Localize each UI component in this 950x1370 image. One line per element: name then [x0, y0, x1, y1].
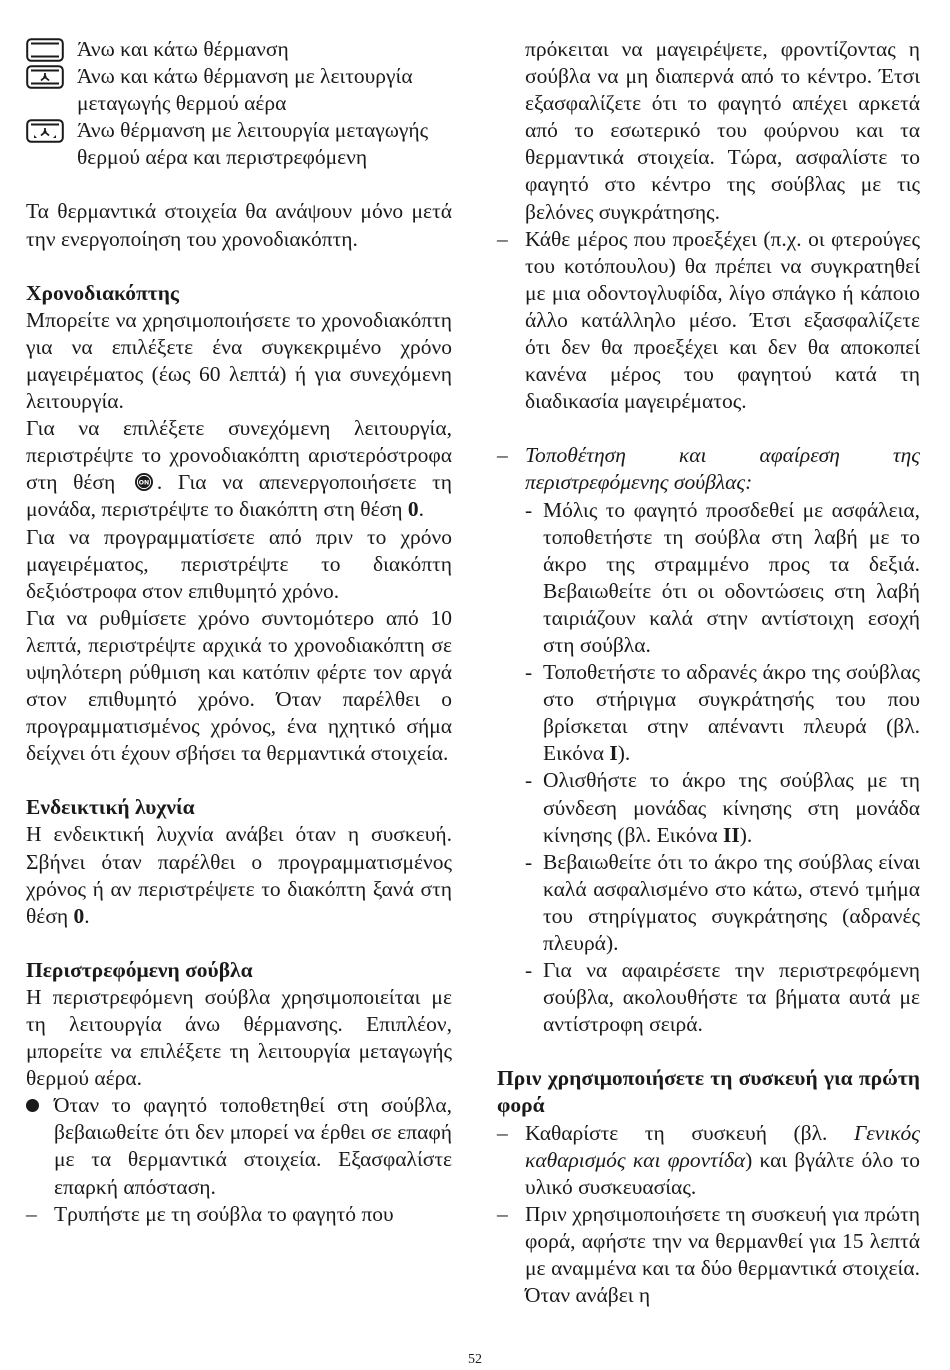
rotisserie-step-3: – Τοποθέτηση και αφαίρεση της περιστρεφόμενης σούβλας: [497, 443, 920, 495]
rotisserie-step-1-start: – Τρυπήστε με τη σούβλα το φαγητό που [26, 1201, 394, 1226]
top-heat-fan-rotisserie-icon [26, 119, 64, 143]
rotisserie-paragraph: Η περιστρεφόμενη σούβλα χρησιμοποιείται με τη λειτουργία άνω θέρμανσης. Επιπλέον, μπορείτε να επιλέξετε τη λειτουργία μεταγωγής θερμού αέρα. [26, 984, 452, 1091]
lamp-paragraph: Η ενδεικτική λυχνία ανάβει όταν η συσκευή. Σβήνει όταν παρέλθει ο προγραμματισμένος χρόνος ή αν περιστρέψετε το διακόπτη ξανά στη θέση 0. [26, 822, 452, 928]
timer-paragraph-3: Για να προγραμματίσετε από πριν το χρόνο μαγειρέματος, περιστρέψτε το διακόπτη δεξιόστροφα στον επιθυμητό χρόνο. [26, 524, 452, 603]
on-position-icon [133, 472, 155, 492]
lamp-heading: Ενδεικτική λυχνία [26, 795, 195, 820]
mode-label: Άνω και κάτω θέρμανση [77, 37, 289, 61]
rotisserie-step-2: – Κάθε μέρος που προεξέχει (π.χ. οι φτερούγες του κοτόπουλου) θα πρέπει να συγκρατηθεί με μια οδοντογλυφίδα, λίγο σπάγκο ή κάποιο άλλο κατάλληλο μέσο. Έτσι εξασφαλίζετε ότι δεν θα προεξέχει και δεν θα αποκοπεί κανένα μέρος του φαγητού κατά τη διαδικασία μαγειρέματος. [497, 226, 920, 414]
rotisserie-step-1-continued: πρόκειται να μαγειρέψετε, φροντίζοντας η σούβλα να μη διαπερνά από το κέντρο. Έτσι εξασφαλίζετε ότι το φαγητό απέχει αρκετά από το εσωτερικό του φούρνου και τα θερμαντικά στοιχεία. Τώρα, ασφαλίστε το φαγητό στο κέντρο της σούβλας με τις βελόνες συγκράτησης. [525, 37, 920, 224]
right-column [497, 36, 920, 1309]
timer-paragraph-2: Για να επιλέξετε συνεχόμενη λειτουργία, περιστρέψτε το χρονοδιακόπτη αριστερόστροφα στη θέση ON . Για να απενεργοποιήσετε τη μονάδα, περιστρέψτε το διακόπτη στη θέση 0. [26, 416, 453, 522]
spit-substep-3: - Ολισθήστε το άκρο της σούβλας με τη σύνδεση μονάδας κίνησης στη μονάδα κίνησης (βλ. Εικόνα II). [525, 768, 920, 847]
heating-note: Τα θερμαντικά στοιχεία θα ανάψουν μόνο μετά την ενεργοποίηση του χρονοδιακόπτη. [26, 199, 452, 251]
mode-label: Άνω θέρμανση με λειτουργία μεταγωγής θερμού αέρα και περιστρεφόμενη [77, 118, 429, 170]
bullet-dot-icon [26, 1099, 39, 1112]
mode-top-heat-fan-rotisserie [26, 117, 452, 171]
spit-substep-2: - Τοποθετήστε το αδρανές άκρο της σούβλας στο στήριγμα συγκράτησής του που βρίσκεται στην απέναντι πλευρά (βλ. Εικόνα I). [525, 660, 920, 766]
left-column [26, 36, 452, 1228]
spit-substep-1: - Μόλις το φαγητό προσδεθεί με ασφάλεια, τοποθετήστε τη σούβλα στη λαβή με το άκρο της στραμμένο προς τα δεξιά. Βεβαιωθείτε ότι οι οδοντώσεις στη λαβή ταιριάζουν καλά στην αντίστοιχη εσοχή στη σούβλα. [525, 497, 920, 657]
mode-top-bottom-heat-fan [26, 63, 452, 117]
timer-paragraph-1: Μπορείτε να χρησιμοποιήσετε το χρονοδιακόπτη για να επιλέξετε ένα συγκεκριμένο χρόνο μαγειρέματος (έως 60 λεπτά) ή για συνεχόμενη λειτουργία. [26, 307, 452, 414]
first-use-step-1: – Καθαρίστε τη συσκευή (βλ. Γενικός καθαρισμός και φροντίδα) και βγάλτε όλο το υλικό συσκευασίας. [497, 1120, 921, 1199]
top-bottom-heat-icon [26, 38, 64, 62]
mode-label: Άνω και κάτω θέρμανση με λειτουργία μεταγωγής θερμού αέρα [77, 64, 413, 116]
first-use-step-2: – Πριν χρησιμοποιήσετε τη συσκευή για πρώτη φορά, αφήστε την να θερμανθεί για 15 λεπτά με αναμμένα και τα δύο θερμαντικά στοιχεία. Όταν ανάβει η [497, 1201, 920, 1308]
timer-paragraph-4: Για να ρυθμίσετε χρόνο συντομότερο από 10 λεπτά, περιστρέψτε αρχικά το χρονοδιακόπτη σε υψηλότερη ρύθμιση και κατόπιν φέρτε τον αργά στον επιθυμητό χρόνο. Όταν παρέλθει ο προγραμματισμένος χρόνος, ένα ηχητικό σήμα δείχνει ότι έχουν σβήσει τα θερμαντικά στοιχεία. [26, 605, 452, 766]
top-bottom-heat-fan-icon [26, 65, 64, 89]
spit-substep-5: - Για να αφαιρέσετε την περιστρεφόμενη σούβλα, ακολουθήστε τα βήματα αυτά με αντίστροφη σειρά. [525, 958, 920, 1037]
timer-heading: Χρονοδιακόπτης [26, 280, 179, 305]
rotisserie-heading: Περιστρεφόμενη σούβλα [26, 957, 253, 982]
rotisserie-bullet: Όταν το φαγητό τοποθετηθεί στη σούβλα, βεβαιωθείτε ότι δεν μπορεί να έρθει σε επαφή με τα θερμαντικά στοιχεία. Εξασφαλίστε επαρκή απόσταση. [26, 1092, 452, 1200]
page-number: 52 [468, 1352, 482, 1367]
mode-top-bottom-heat [26, 36, 452, 63]
svg-text:ON: ON [138, 479, 150, 487]
spit-substep-4: - Βεβαιωθείτε ότι το άκρο της σούβλας είναι καλά ασφαλισμένο στο κάτω, στενό τμήμα του στηρίγματος συγκράτησης (αδρανές πλευρά). [525, 849, 920, 955]
first-use-heading: Πριν χρησιμοποιήσετε τη συσκευή για πρώτη φορά [497, 1066, 920, 1118]
